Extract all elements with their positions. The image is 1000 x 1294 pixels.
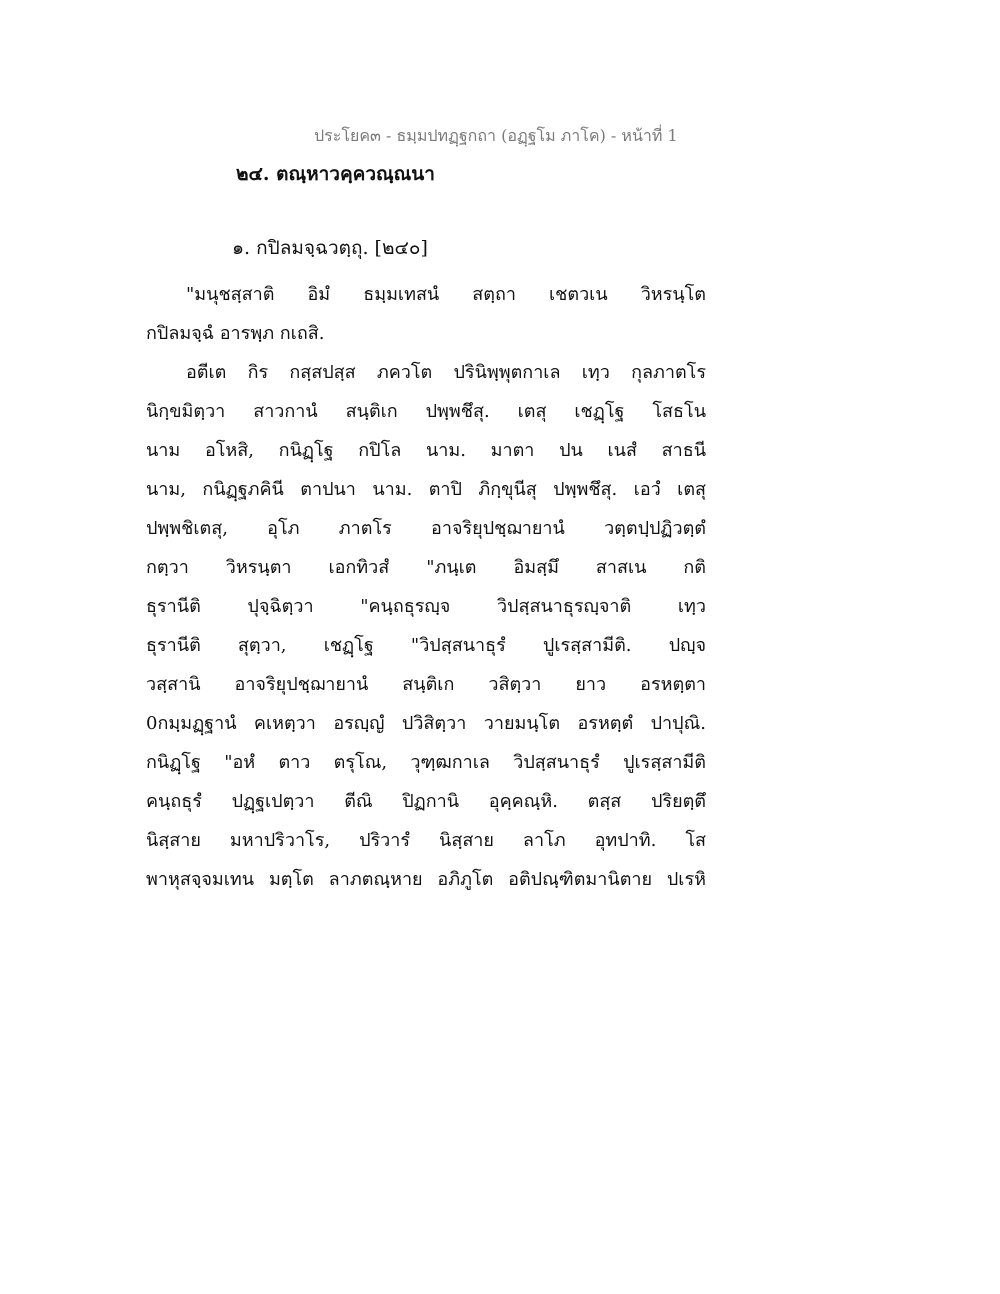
body-line: 0กมฺมฏฺฐานํ คเหตฺวา อรญฺญํ ปวิสิตฺวา วายมนฺโต อรหตฺตํ ปาปุณิ. [146, 713, 706, 734]
body-line: กนิฏฺโฐ "อหํ ตาว ตรุโณ, วุฑฺฒกาเล วิปสฺสนาธุรํ ปูเรสฺสามีติ [146, 752, 706, 773]
running-header: ประโยค๓ - ธมฺมปทฏฺฐกถา (อฏฺฐโม ภาโค) - หน้าที่ 1 [314, 126, 678, 145]
body-line: นิสฺสาย มหาปริวาโร, ปริวารํ นิสฺสาย ลาโภ อุทปาทิ. โส [146, 830, 706, 851]
body-line: นิกฺขมิตฺวา สาวกานํ สนฺติเก ปพฺพชึสุ. เตสุ เชฏฺโฐ โสธโน [146, 401, 706, 422]
body-line: "มนุชสฺสาติ อิมํ ธมฺมเทสนํ สตฺถา เชตวเน วิหรนฺโต [186, 284, 706, 305]
body-line: วสฺสานิ อาจริยุปชฺฌายานํ สนฺติเก วสิตฺวา ยาว อรหตฺตา [146, 674, 706, 695]
body-text [146, 275, 706, 899]
chapter-title: ๒๔. ตณฺหาวคฺควณฺณนา [236, 163, 435, 185]
body-line: นาม อโหสิ, กนิฏฺโฐ กปิโล นาม. มาตา ปน เนสํ สาธนี [146, 440, 706, 461]
body-line: ธุรานีติ ปุจฺฉิตฺวา "คนฺถธุรญฺจ วิปสฺสนาธุรญฺจาติ เทฺว [146, 596, 706, 617]
body-line: ธุรานีติ สุตฺวา, เชฏฺโฐ "วิปสฺสนาธุรํ ปูเรสฺสามีติ. ปญฺจ [146, 635, 706, 656]
body-line: กตฺวา วิหรนฺตา เอกทิวสํ "ภนฺเต อิมสฺมึ สาสเน กติ [146, 557, 706, 578]
body-line: คนฺถธุรํ ปฏฺฐเปตฺวา ตีณิ ปิฏกานิ อุคฺคณฺหิ. ตสฺส ปริยตฺตึ [146, 791, 706, 812]
body-line: อตีเต กิร กสฺสปสฺส ภควโต ปรินิพฺพุตกาเล เทฺว กุลภาตโร [186, 362, 706, 383]
body-line: พาหุสจฺจมเทน มตฺโต ลาภตณฺหาย อภิภูโต อติปณฺฑิตมานิตาย ปเรหิ [146, 869, 706, 890]
body-line: ปพฺพชิเตสุ, อุโภ ภาตโร อาจริยุปชฺฌายานํ วตฺตปฺปฏิวตฺตํ [146, 518, 706, 539]
body-line: กปิลมจฺฉํ อารพฺภ กเถสิ. [146, 323, 325, 344]
body-line: นาม, กนิฏฺฐภคินี ตาปนา นาม. ตาปิ ภิกฺขุนีสุ ปพฺพชึสุ. เอวํ เตสุ [146, 479, 706, 500]
story-title: ๑. กปิลมจฺฉวตฺถุ. [๒๔๐] [232, 237, 428, 259]
